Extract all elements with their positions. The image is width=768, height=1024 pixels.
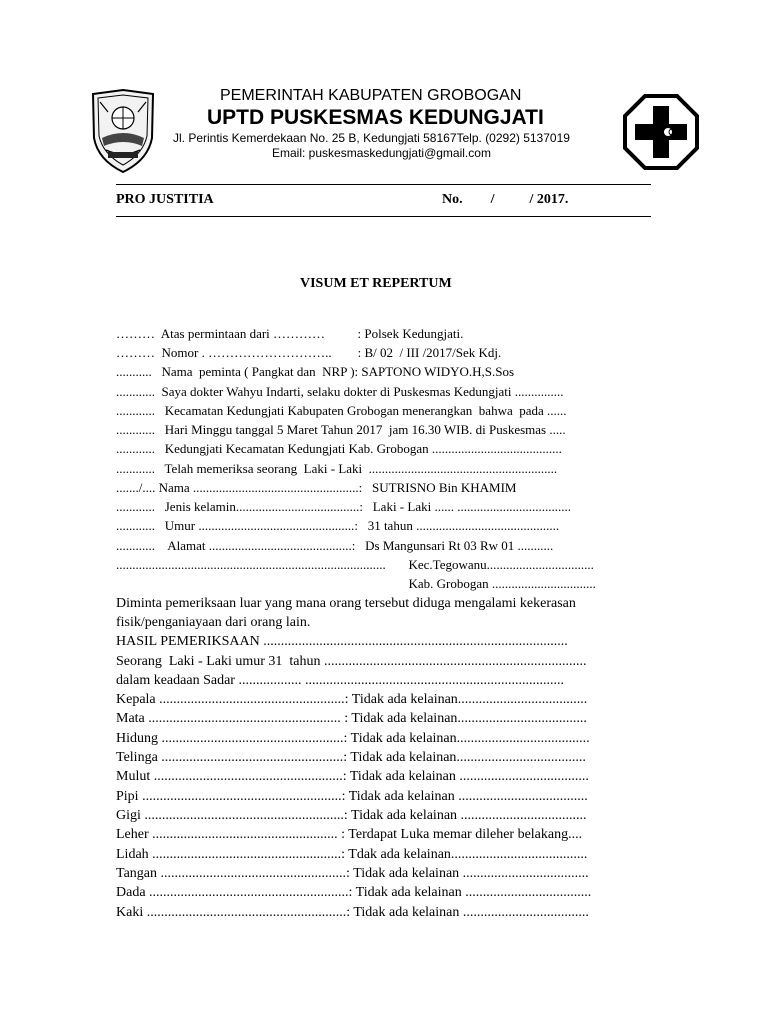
patient-name: ......./.... Nama ...................................................: SUTRISNO Bin KHAMIM [116, 480, 517, 495]
intro-line: ……… Nomor . ……………………….. : B/ 02 / III /2017/Sek Kdj. [116, 345, 502, 360]
exam-result: : Tidak ada kelainan .................................... [346, 866, 589, 881]
exam-row [116, 769, 589, 785]
body-line: fisik/penganiayaan dari orang lain. [116, 615, 311, 630]
exam-row [116, 750, 586, 766]
body-line: Seorang Laki - Laki umur 31 tahun ........................................................................... [116, 654, 587, 669]
patient-address: ............ Alamat ............................................: Ds Mangunsari Rt 03 Rw 01 ........... [116, 538, 554, 553]
exam-result: : Tidak ada kelainan .................................... [348, 885, 592, 900]
exam-row [116, 692, 587, 708]
exam-result: : Tidak ada kelainan .................................... [343, 808, 587, 823]
exam-row [116, 808, 587, 824]
document-title: VISUM ET REPERTUM [300, 276, 452, 291]
patient-address-district: ................................................................................... Kec.Tegowanu................................. [116, 557, 594, 572]
exam-part: Pipi ......................................................... [116, 789, 342, 804]
puskesmas-logo [621, 92, 701, 172]
header-address: Jl. Perintis Kemerdekaan No. 25 B, Kedungjati 58167Telp. (0292) 5137019 [173, 131, 570, 145]
header-government: PEMERINTAH KABUPATEN GROBOGAN [220, 87, 522, 104]
intro-line: ……… Atas permintaan dari ………… : Polsek Kedungjati. [116, 326, 464, 341]
document-number: No. / / 2017. [442, 192, 569, 207]
exam-result: : Tidak ada kelainan ..................................... [342, 769, 589, 784]
body-line: dalam keadaan Sadar .................. .......................................................................... [116, 673, 564, 688]
exam-part: Gigi ......................................................... [116, 808, 344, 823]
exam-result: : Tidak ada kelainan..................................... [344, 692, 588, 707]
exam-part: Lidah ...................................................... [116, 847, 342, 862]
exam-result: : Tidak ada kelainan...................................... [343, 731, 590, 746]
exam-part: Mata ....................................................... [116, 711, 341, 726]
exam-part: Tangan ..................................................... [116, 866, 347, 881]
exam-row [116, 731, 590, 747]
exam-result: : Tidak ada kelainan .................................... [346, 905, 589, 920]
exam-part: Dada ......................................................... [116, 885, 349, 900]
exam-part: Mulut ...................................................... [116, 769, 343, 784]
exam-row [116, 885, 591, 901]
intro-line: ............ Hari Minggu tanggal 5 Maret Tahun 2017 jam 16.30 WIB. di Puskesmas ..... [116, 422, 566, 437]
patient-age: ............ Umur ................................................: 31 tahun ............................................ [116, 518, 560, 533]
header-divider-bottom [116, 216, 651, 217]
exam-row [116, 847, 587, 863]
pro-justitia-label: PRO JUSTITIA [116, 192, 214, 207]
exam-result: : Terdapat Luka memar dileher belakang.... [337, 827, 583, 842]
exam-result: : Tidak ada kelainan..................................... [343, 750, 586, 765]
intro-line: ............ Kedungjati Kecamatan Kedungjati Kab. Grobogan ........................................ [116, 441, 562, 456]
exam-part: Telinga .................................................... [116, 750, 344, 765]
patient-address-regency: Kab. Grobogan ................................ [116, 576, 596, 591]
exam-row [116, 905, 589, 921]
header-institution: UPTD PUSKESMAS KEDUNGJATI [207, 106, 544, 129]
grobogan-logo [88, 88, 158, 174]
exam-row [116, 827, 582, 843]
exam-part: Hidung .................................................... [116, 731, 344, 746]
intro-line: ............ Saya dokter Wahyu Indarti, selaku dokter di Puskesmas Kedungjati ............... [116, 384, 564, 399]
exam-row [116, 711, 587, 727]
exam-row [116, 789, 588, 805]
intro-line: ............ Kecamatan Kedungjati Kabupaten Grobogan menerangkan bahwa pada ...... [116, 403, 567, 418]
exam-result: : Tdak ada kelainan....................................... [341, 847, 588, 862]
results-heading: HASIL PEMERIKSAAN ....................................................................................... [116, 634, 568, 649]
exam-row [116, 866, 589, 882]
header-divider-top [116, 184, 651, 185]
header-email: Email: puskesmaskedungjati@gmail.com [272, 146, 491, 160]
exam-part: Kaki ......................................................... [116, 905, 347, 920]
patient-gender: ............ Jenis kelamin......................................: Laki - Laki ...... ................................... [116, 499, 571, 514]
exam-result: : Tidak ada kelainan..................................... [340, 711, 587, 726]
exam-part: Leher ..................................................... [116, 827, 338, 842]
exam-part: Kepala ..................................................... [116, 692, 345, 707]
intro-line: ............ Telah memeriksa seorang Laki - Laki .......................................................... [116, 461, 558, 476]
body-line: Diminta pemeriksaan luar yang mana orang tersebut diduga mengalami kekerasan [116, 596, 576, 611]
intro-line: ........... Nama peminta ( Pangkat dan NRP ): SAPTONO WIDYO.H,S.Sos [116, 364, 515, 379]
exam-result: : Tidak ada kelainan ..................................... [341, 789, 588, 804]
